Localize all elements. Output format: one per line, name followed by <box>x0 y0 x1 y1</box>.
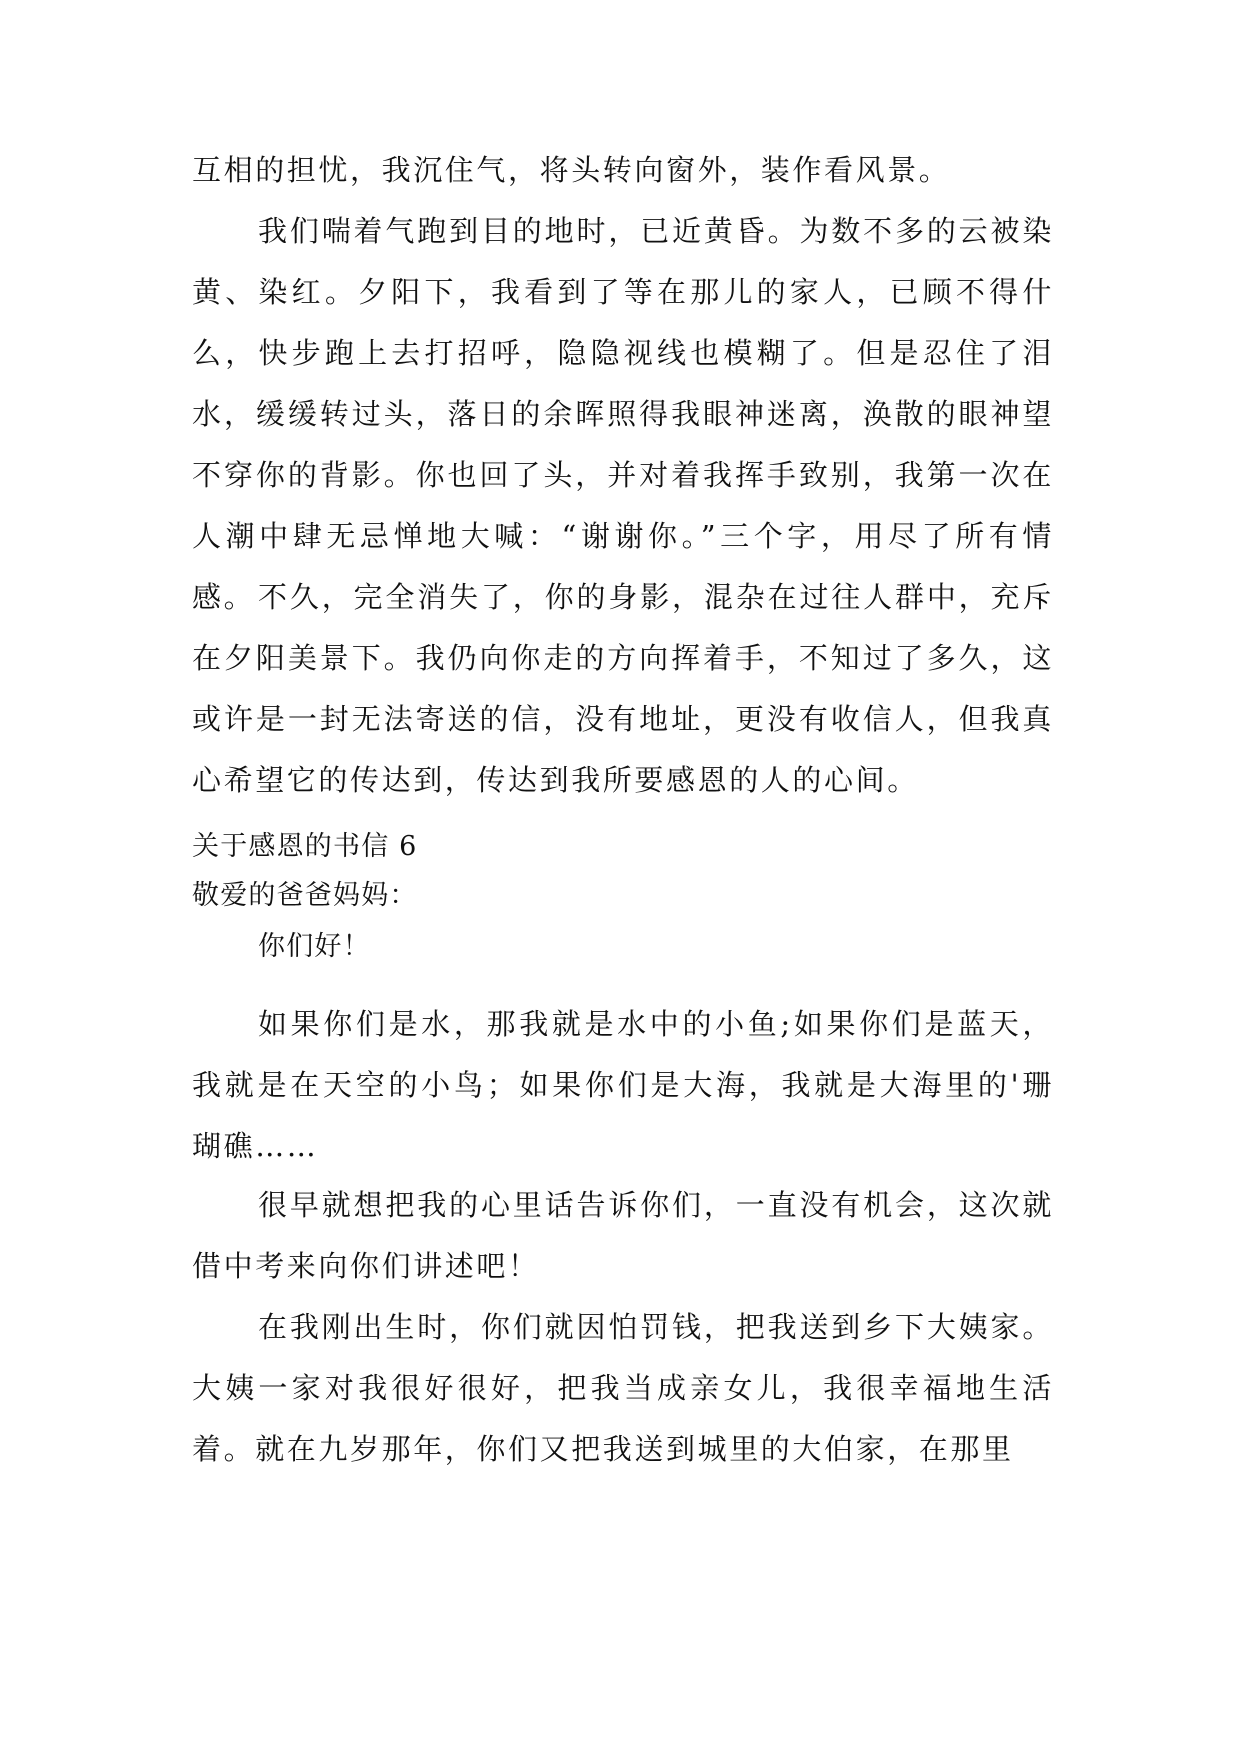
paragraph-arrival: 我们喘着气跑到目的地时，已近黄昏。为数不多的云被染黄、染红。夕阳下，我看到了等在那儿的家人，已顾不得什么，快步跑上去打招呼，隐隐视线也模糊了。但是忍住了泪水，缓缓转过头，落日的余晖照得我眼神迷离，涣散的眼神望不穿你的背影。你也回了头，并对着我挥手致别，我第一次在人潮中肆无忌惮地大喊：“谢谢你。”三个字，用尽了所有情感。 <box>192 214 1054 614</box>
paragraph-continuation: 互相的担忧，我沉住气，将头转向窗外，装作看风景。 <box>192 153 951 187</box>
letter-greeting: 你们好！ <box>258 931 371 962</box>
letter-salutation: 敬爱的爸爸妈妈： <box>192 880 418 911</box>
letter-title: 关于感恩的书信 6 <box>192 831 418 862</box>
paragraph-farewell: 不久，完全消失了，你的身影，混杂在过往人群中，充斥在夕阳美景下。我仍向你走的方向挥着手，不知过了多久，这或许是一封无法寄送的信，没有地址，更没有收信人，但我真心希望它的传达到，传达到我所要感恩的人的心间。 <box>192 580 1054 797</box>
letter-paragraph-intro: 很早就想把我的心里话告诉你们，一直没有机会，这次就借中考来向你们讲述吧！ <box>192 1188 1054 1283</box>
letter-paragraph-childhood: 在我刚出生时，你们就因怕罚钱，把我送到乡下大姨家。大姨一家对我很好很好，把我当成亲女儿，我很幸福地生活着。就在九岁那年，你们又把我送到城里的大伯家，在那里 <box>192 1310 1054 1466</box>
letter-paragraph-metaphor: 如果你们是水，那我就是水中的小鱼;如果你们是蓝天，我就是在天空的小鸟；如果你们是大海，我就是大海里的'珊瑚礁…… <box>192 1007 1054 1163</box>
